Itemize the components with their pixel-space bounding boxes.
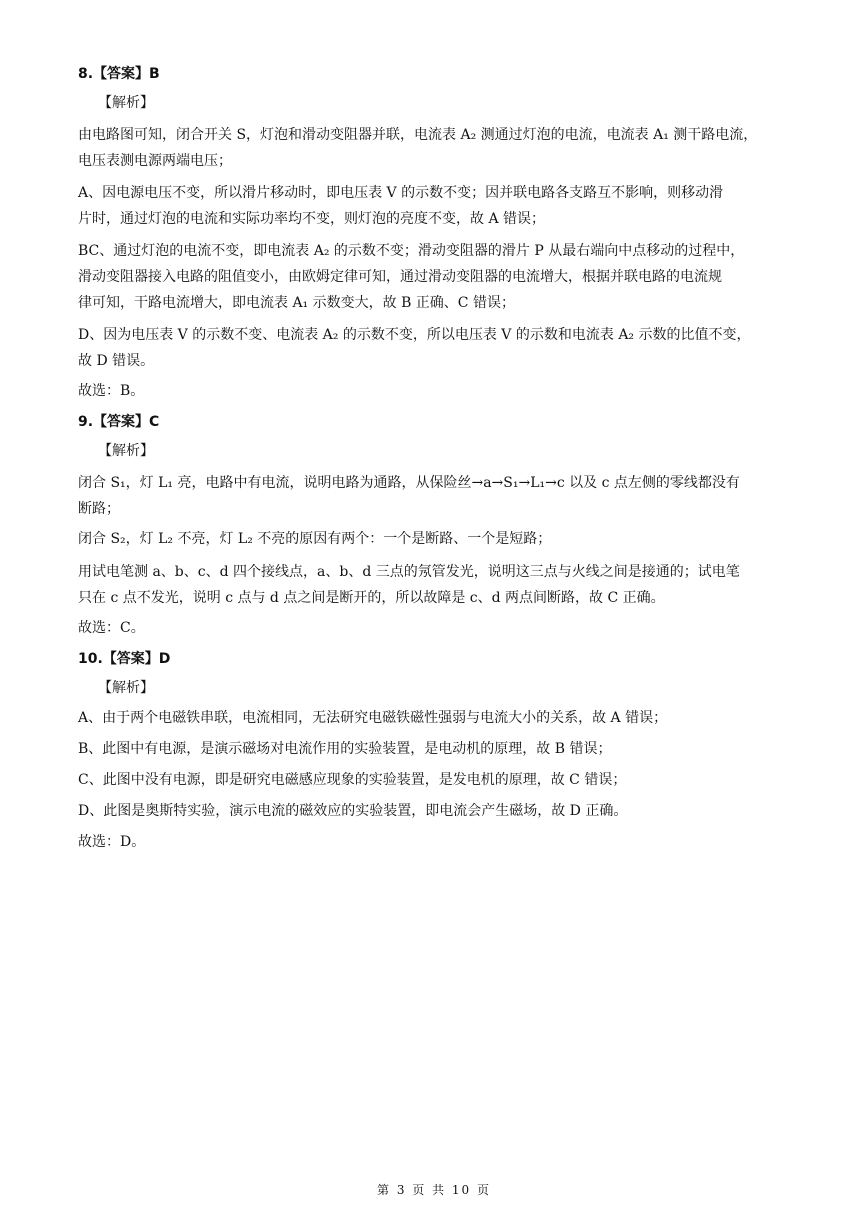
analysis-paragraph — [78, 470, 790, 522]
text-line: 只在 c 点不发光，说明 c 点与 d 点之间是断开的，所以故障是 c、d 两点间断路，故 C 正确。 — [78, 590, 665, 606]
analysis-paragraph — [78, 180, 790, 232]
text-line: B、此图中有电源，是演示磁场对电流作用的实验装置，是电动机的原理，故 B 错误； — [78, 741, 612, 757]
conclusion: 故选：B。 — [78, 383, 145, 399]
text-line: BC、通过灯泡的电流不变，即电流表 A₂ 的示数不变；滑动变阻器的滑片 P 从最右端向中点移动的过程中， — [78, 243, 745, 259]
answer-heading: 10.【答案】D — [78, 651, 171, 667]
text-line: C、此图中没有电源，即是研究电磁感应现象的实验装置，是发电机的原理，故 C 错误； — [78, 772, 627, 788]
analysis-paragraph — [78, 738, 790, 760]
analysis-paragraph — [78, 800, 790, 822]
page-footer: 第 3 页 共 10 页 — [377, 1183, 491, 1197]
text-line: D、此图是奥斯特实验，演示电流的磁效应的实验装置，即电流会产生磁场，故 D 正确。 — [78, 803, 628, 819]
answer-heading: 8.【答案】B — [78, 66, 160, 82]
text-line: 片时，通过灯泡的电流和实际功率均不变，则灯泡的亮度不变，故 A 错误； — [78, 211, 546, 227]
text-line: 断路； — [78, 501, 120, 517]
analysis-label: 【解析】 — [98, 95, 154, 111]
analysis-paragraph — [78, 707, 790, 729]
question-10 — [78, 649, 790, 853]
analysis-label: 【解析】 — [98, 680, 154, 696]
text-line: A、因电源电压不变，所以滑片移动时，即电压表 V 的示数不变；因并联电路各支路互不影响，则移动滑 — [78, 185, 724, 201]
page-content — [78, 64, 790, 863]
analysis-paragraph — [78, 322, 790, 374]
conclusion: 故选：D。 — [78, 834, 146, 850]
text-line: 电压表测电源两端电压； — [78, 153, 232, 169]
text-line: D、因为电压表 V 的示数不变、电流表 A₂ 的示数不变，所以电压表 V 的示数和电流表 A₂ 示数的比值不变， — [78, 327, 751, 343]
text-line: 用试电笔测 a、b、c、d 四个接线点，a、b、d 三点的氖管发光，说明这三点与火线之间是接通的；试电笔 — [78, 564, 740, 580]
conclusion: 故选：C。 — [78, 620, 145, 636]
analysis-paragraph — [78, 559, 790, 611]
text-line: 由电路图可知，闭合开关 S，灯泡和滑动变阻器并联，电流表 A₂ 测通过灯泡的电流，电流表 A₁ 测干路电流， — [78, 127, 758, 143]
answer-heading: 9.【答案】C — [78, 414, 160, 430]
question-8 — [78, 64, 790, 402]
text-line: A、由于两个电磁铁串联，电流相同，无法研究电磁铁磁性强弱与电流大小的关系，故 A 错误； — [78, 710, 668, 726]
question-9 — [78, 412, 790, 639]
text-line: 滑动变阻器接入电路的阻值变小，由欧姆定律可知，通过滑动变阻器的电流增大，根据并联电路的电流规 — [78, 269, 722, 285]
analysis-label: 【解析】 — [98, 443, 154, 459]
text-line: 闭合 S₁，灯 L₁ 亮，电路中有电流，说明电路为通路，从保险丝→a→S₁→L₁→c 以及 c 点左侧的零线都没有 — [78, 475, 740, 491]
text-line: 闭合 S₂，灯 L₂ 不亮，灯 L₂ 不亮的原因有两个：一个是断路、一个是短路； — [78, 531, 552, 547]
text-line: 故 D 错误。 — [78, 353, 155, 369]
analysis-paragraph — [78, 769, 790, 791]
text-line: 律可知，干路电流增大，即电流表 A₁ 示数变大，故 B 正确、C 错误； — [78, 295, 515, 311]
analysis-paragraph — [78, 122, 790, 174]
analysis-paragraph — [78, 528, 790, 550]
analysis-paragraph — [78, 238, 790, 316]
